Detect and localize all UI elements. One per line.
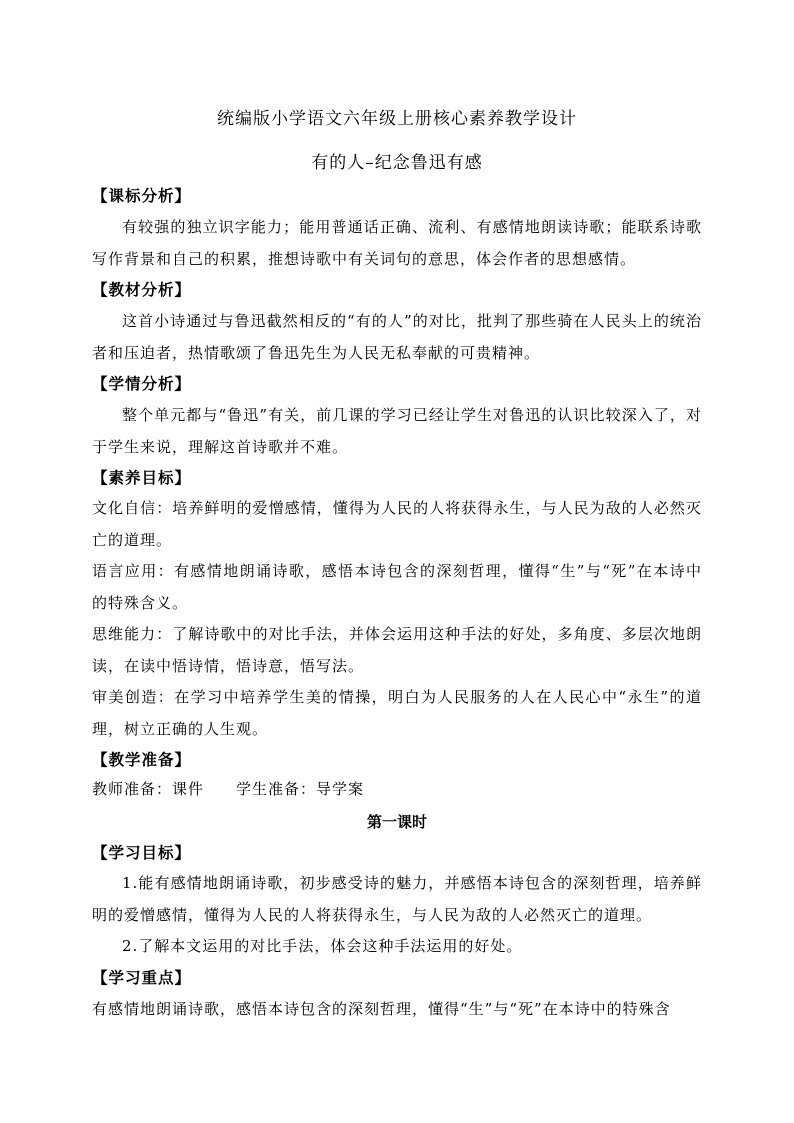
- students-text: 整个单元都与“鲁迅”有关，前几课的学习已经让学生对鲁迅的认识比较深入了，对于学生来说，理解这首诗歌并不难。: [92, 406, 702, 456]
- preparation-heading: 【教学准备】: [92, 751, 192, 769]
- period-title: 第一课时: [366, 813, 427, 831]
- textbook-heading: 【教材分析】: [92, 281, 192, 299]
- preparation-text: 教师准备：课件 学生准备：导学案: [92, 780, 365, 798]
- objectives-heading: 【学习目标】: [92, 844, 192, 862]
- lesson-title: 有的人–纪念鲁迅有感: [311, 153, 483, 173]
- students-heading: 【学情分析】: [92, 375, 192, 393]
- focus-text: 有感情地朗诵诗歌，感悟本诗包含的深刻哲理，懂得“生”与“死”在本诗中的特殊含: [92, 1000, 671, 1018]
- goal-language: 语言应用：有感情地朗诵诗歌，感悟本诗包含的深刻哲理，懂得“生”与“死”在本诗中的特殊含义。: [92, 562, 702, 612]
- focus-heading: 【学习重点】: [92, 969, 192, 987]
- goals-heading: 【素养目标】: [92, 469, 192, 487]
- curriculum-heading: 【课标分析】: [92, 187, 192, 205]
- objective-2: 2.了解本文运用的对比手法，体会这种手法运用的好处。: [122, 937, 523, 955]
- textbook-text: 这首小诗通过与鲁迅截然相反的“有的人”的对比，批判了那些骑在人民头上的统治者和压迫者，热情歌颂了鲁迅先生为人民无私奉献的可贵精神。: [92, 312, 702, 362]
- curriculum-text: 有较强的独立识字能力；能用普通话正确、流利、有感情地朗读诗歌；能联系诗歌写作背景和自己的积累，推想诗歌中有关词句的意思，体会作者的思想感情。: [92, 218, 702, 268]
- document-title: 统编版小学语文六年级上册核心素养教学设计: [217, 109, 577, 129]
- goal-aesthetic: 审美创造：在学习中培养学生美的情操，明白为人民服务的人在人民心中“永生”的道理，树立正确的人生观。: [92, 688, 702, 738]
- goal-culture: 文化自信：培养鲜明的爱憎感情，懂得为人民的人将获得永生，与人民为敌的人必然灭亡的道理。: [92, 499, 702, 549]
- objective-1: 1.能有感情地朗诵诗歌，初步感受诗的魅力，并感悟本诗包含的深刻哲理，培养鲜明的爱憎感情，懂得为人民的人将获得永生，与人民为敌的人必然灭亡的道理。: [92, 874, 702, 924]
- goal-thinking: 思维能力：了解诗歌中的对比手法，并体会运用这种手法的好处，多角度、多层次地朗读，在读中悟诗情，悟诗意，悟写法。: [92, 625, 702, 675]
